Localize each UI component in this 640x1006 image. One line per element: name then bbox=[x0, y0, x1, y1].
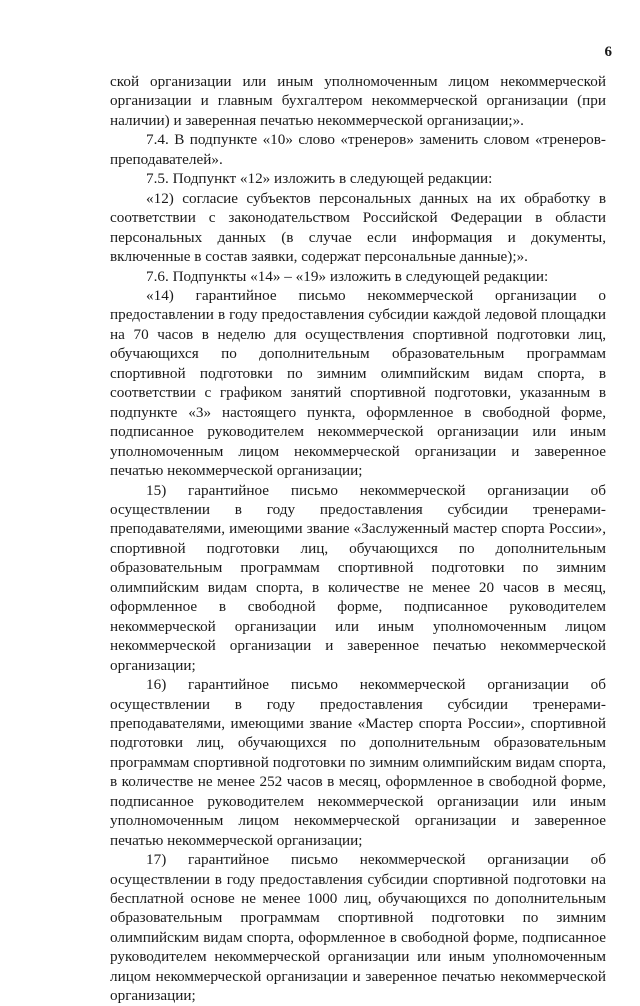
paragraph-subitem-16: 16) гарантийное письмо некоммерческой организации об осуществлении в году предоставления субсидии тренерами-преподавателями, имеющими звание «Мастер спорта России», спортивной подготовки лиц, обучающихся по дополнительным образовательным программам спортивной подготовки по зимним олимпийским видам спорта, в количестве не менее 252 часов в месяц, оформленное в свободной форме, подписанное руководителем некоммерческой организации или иным уполномоченным лицом некоммерческой организации и заверенное печатью некоммерческой организации; bbox=[110, 676, 606, 849]
page-number: 6 bbox=[604, 44, 612, 60]
paragraph-subitem-12: «12) согласие субъектов персональных данных на их обработку в соответствии с законодательством Российской Федерации в области персональных данных (в случае если информация и документы, включенные в состав заявки, содержат персональные данные);». bbox=[110, 189, 606, 266]
paragraph-item-7-6: 7.6. Подпункты «14» – «19» изложить в следующей редакции: bbox=[146, 267, 549, 285]
paragraph-item-7-4: 7.4. В подпункте «10» слово «тренеров» заменить словом «тренеров-преподавателей». bbox=[110, 131, 606, 168]
paragraph-subitem-17: 17) гарантийное письмо некоммерческой организации об осуществлении в году предоставления субсидии спортивной подготовки на бесплатной основе не менее 1000 лиц, обучающихся по дополнительным образовательным программам спортивной подготовки по зимним олимпийским видам спорта, оформленное в свободной форме, подписанное руководителем некоммерческой организации или иным уполномоченным лицом некоммерческой организации и заверенное печатью некоммерческой организации; bbox=[110, 851, 606, 1005]
document-body bbox=[110, 72, 606, 1006]
paragraph-continuation: ской организации или иным уполномоченным лицом некоммерческой организации и главным бухгалтером некоммерческой организации (при наличии) и заверенная печатью некоммерческой организации;». bbox=[110, 73, 606, 129]
paragraph-subitem-15: 15) гарантийное письмо некоммерческой организации об осуществлении в году предоставления субсидии тренерами-преподавателями, имеющими звание «Заслуженный мастер спорта России», спортивной подготовки лиц, обучающихся по дополнительным образовательным программам спортивной подготовки по зимним олимпийским видам спорта, в количестве не менее 20 часов в месяц, оформленное в свободной форме, подписанное руководителем некоммерческой организации или иным уполномоченным лицом некоммерческой организации и заверенное печатью некоммерческой организации; bbox=[110, 481, 606, 674]
paragraph-subitem-14: «14) гарантийное письмо некоммерческой организации о предоставлении в году предоставления субсидии каждой ледовой площадки на 70 часов в неделю для осуществления спортивной подготовки лиц, обучающихся по дополнительным образовательным программам спортивной подготовки по зимним олимпийским видам спорта, в соответствии с графиком занятий спортивной подготовки, указанным в подпункте «3» настоящего пункта, оформленное в свободной форме, подписанное руководителем некоммерческой организации или иным уполномоченным лицом некоммерческой организации и заверенное печатью некоммерческой организации; bbox=[110, 286, 606, 480]
paragraph-item-7-5: 7.5. Подпункт «12» изложить в следующей редакции: bbox=[146, 170, 493, 188]
